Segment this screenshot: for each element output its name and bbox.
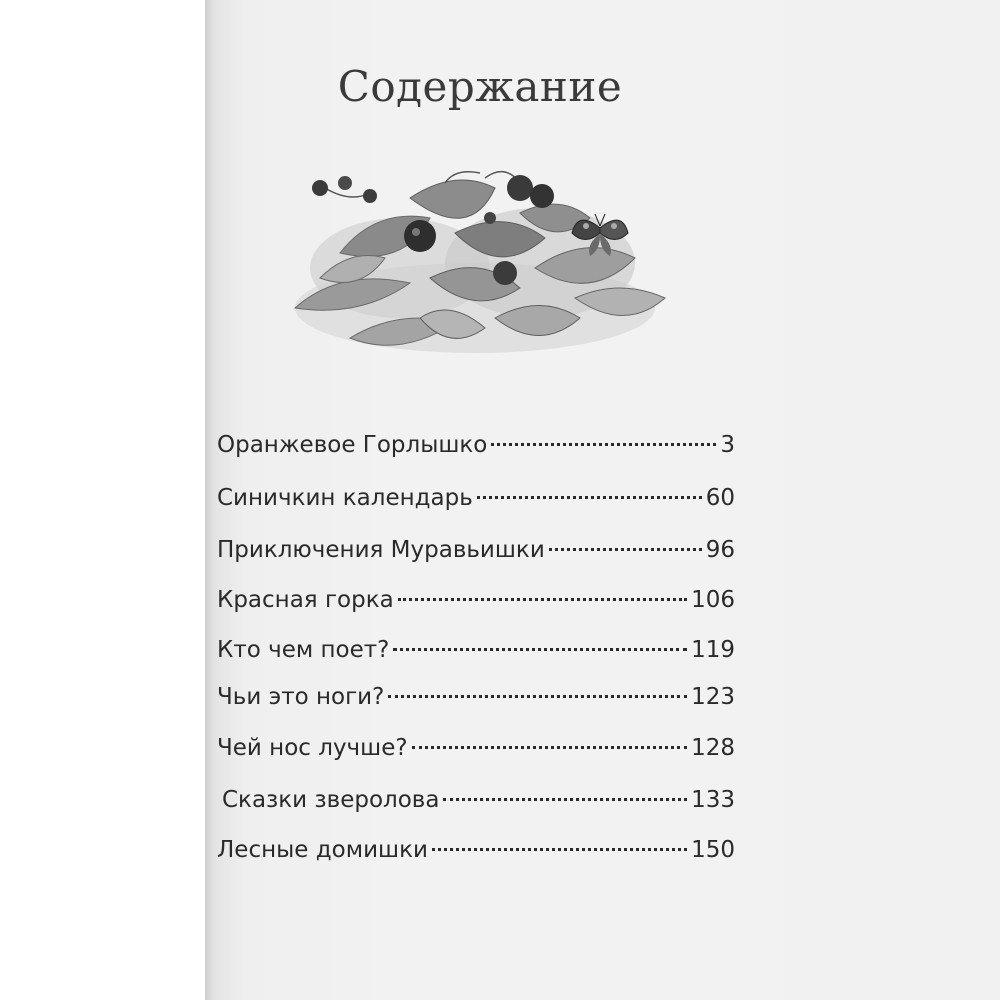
- toc-entry[interactable]: [217, 430, 735, 460]
- toc-entry-title: Чьи это ноги?: [217, 684, 385, 710]
- toc-entry-page: 123: [691, 684, 735, 710]
- page-title: Содержание: [337, 62, 623, 111]
- dot-leader: [398, 598, 687, 601]
- page-margin: [0, 0, 205, 1000]
- toc-entry[interactable]: [217, 733, 735, 763]
- toc-entry-title: Синичкин календарь: [217, 485, 473, 511]
- dot-leader: [491, 443, 716, 446]
- toc-entry-page: 150: [691, 837, 735, 863]
- toc-entry-page: 119: [691, 637, 735, 663]
- toc-entry-page: 106: [691, 587, 735, 613]
- dot-leader: [549, 548, 702, 551]
- toc-entry[interactable]: [217, 682, 735, 712]
- toc-entry-title: Сказки звероловa: [222, 787, 440, 813]
- dot-leader: [393, 648, 687, 651]
- toc-entry-page: 3: [720, 432, 735, 458]
- toc-entry-title: Лесные домишки: [217, 837, 428, 863]
- book-page: [205, 0, 1000, 1000]
- dot-leader: [388, 695, 687, 698]
- toc-entry-title: Оранжевое Горлышко: [217, 432, 488, 458]
- toc-entry[interactable]: [217, 635, 735, 665]
- toc-entry-title: Чей нос лучше?: [217, 735, 408, 761]
- toc-entry[interactable]: [217, 835, 735, 865]
- toc-entry-page: 128: [691, 735, 735, 761]
- toc-entry[interactable]: [217, 483, 735, 513]
- toc-entry-title: Красная горка: [217, 587, 394, 613]
- table-of-contents: [205, 0, 1000, 1000]
- dot-leader: [412, 746, 688, 749]
- toc-entry-title: Приключения Муравьишки: [217, 537, 545, 563]
- toc-entry-page: 133: [691, 787, 735, 813]
- toc-entry-page: 60: [705, 485, 735, 511]
- dot-leader: [477, 496, 702, 499]
- toc-entry-page: 96: [705, 537, 735, 563]
- toc-entry[interactable]: [217, 585, 735, 615]
- dot-leader: [432, 848, 687, 851]
- toc-entry[interactable]: [217, 535, 735, 565]
- toc-entry-title: Кто чем поет?: [217, 637, 390, 663]
- dot-leader: [443, 798, 687, 801]
- toc-entry[interactable]: [222, 785, 735, 815]
